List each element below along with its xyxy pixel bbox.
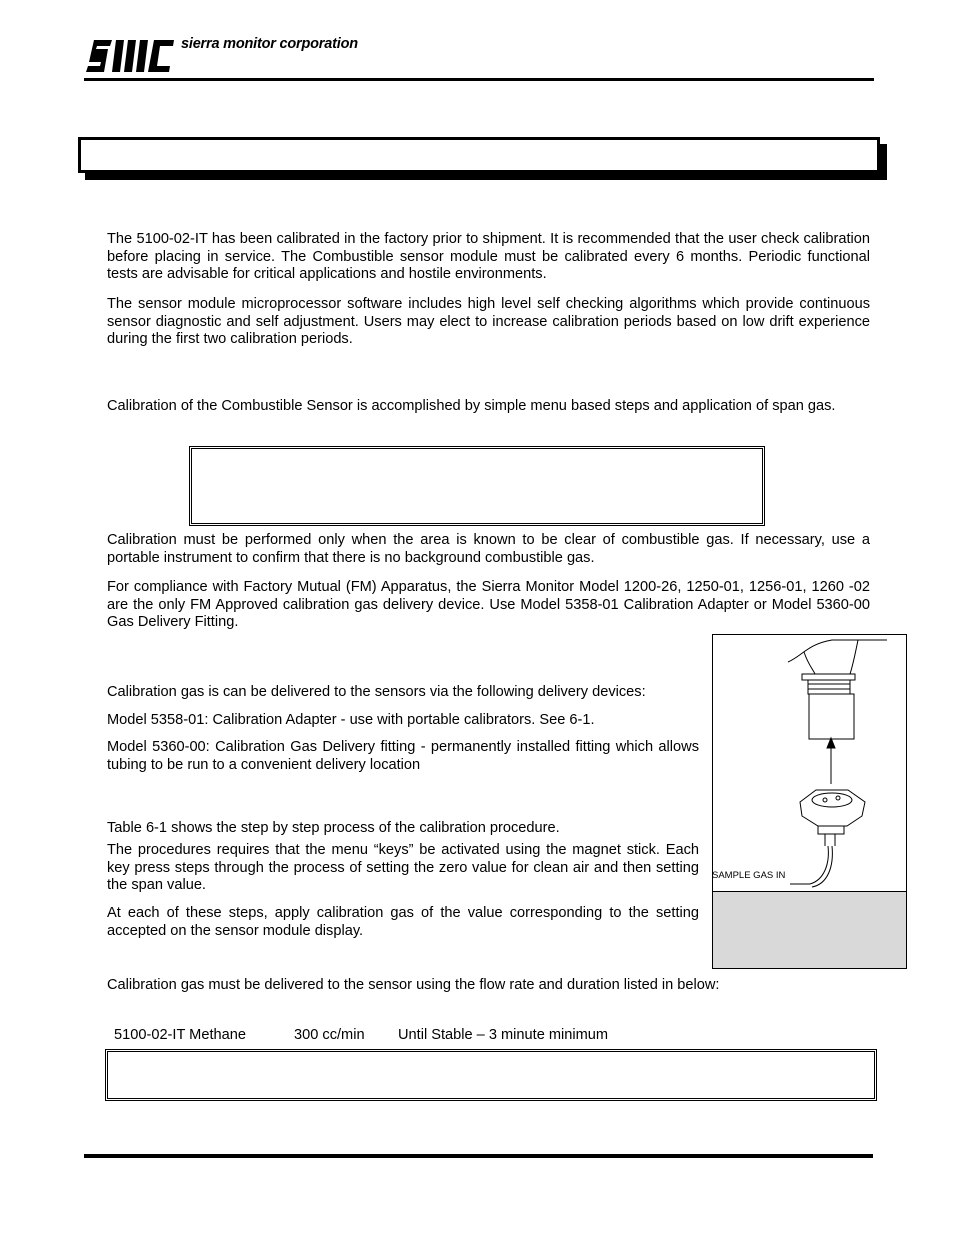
- paragraph-clear-area: Calibration must be performed only when the area is known to be clear of combustible gas. If necessary, use a portable instrument to confirm that there is no background combustible gas.: [107, 532, 870, 566]
- paragraph-model-5360: Model 5360-00: Calibration Gas Delivery fitting - permanently installed fitting which allows tubing to be run to a convenient delivery location: [107, 739, 699, 773]
- footer-rule: [84, 1154, 873, 1158]
- brand-name: sierra monitor corporation: [181, 36, 358, 52]
- paragraph-menu-steps: Calibration of the Combustible Sensor is accomplished by simple menu based steps and application of span gas.: [107, 398, 836, 414]
- paragraph-flow-rate: Calibration gas must be delivered to the sensor using the flow rate and duration listed in below:: [107, 977, 720, 993]
- header-rule: [84, 78, 874, 81]
- paragraph-fm-compliance: For compliance with Factory Mutual (FM) Apparatus, the Sierra Monitor Model 1200-26, 1250-01, 1256-01, 1260 -02 are the only FM Approved calibration gas delivery device. Use Model 5358-01 Calibration Adapter or Model 5360-00 Gas Delivery Fitting.: [107, 579, 870, 630]
- smc-logo: [84, 38, 176, 74]
- adapter-drawing: [712, 634, 907, 892]
- paragraph-model-5358: Model 5358-01: Calibration Adapter - use with portable calibrators. See 6-1.: [107, 712, 595, 728]
- sample-gas-in-label: SAMPLE GAS IN: [712, 870, 786, 881]
- note-box: [105, 1049, 877, 1101]
- paragraph-calibration-intro: The 5100-02-IT has been calibrated in the factory prior to shipment. It is recommended that the user check calibration before placing in service. The Combustible sensor module must be calibrated every 6 months. Periodic functional tests are advisable for critical applications and hostile environments.: [107, 231, 870, 282]
- table-cell-gas: 5100-02-IT Methane: [114, 1027, 246, 1043]
- paragraph-self-checking: The sensor module microprocessor software includes high level self checking algorithms which provide continuous sensor diagnostic and self adjustment. Users may elect to increase calibration periods based on low drift experience during the first two calibration periods.: [107, 296, 870, 347]
- section-title-box: [78, 137, 880, 173]
- paragraph-table-ref: Table 6-1 shows the step by step process of the calibration procedure.: [107, 820, 560, 836]
- paragraph-delivery-devices: Calibration gas is can be delivered to the sensors via the following delivery devices:: [107, 684, 646, 700]
- table-cell-flow: 300 cc/min: [294, 1027, 365, 1043]
- warning-box: [189, 446, 765, 526]
- paragraph-magnet-stick: The procedures requires that the menu “keys” be activated using the magnet stick. Each key press steps through the process of setting the zero value for clean air and then setting the span value.: [107, 842, 699, 893]
- paragraph-apply-gas: At each of these steps, apply calibration gas of the value corresponding to the setting accepted on the sensor module display.: [107, 905, 699, 939]
- table-cell-duration: Until Stable – 3 minute minimum: [398, 1027, 609, 1043]
- figure-caption-box: [712, 891, 907, 969]
